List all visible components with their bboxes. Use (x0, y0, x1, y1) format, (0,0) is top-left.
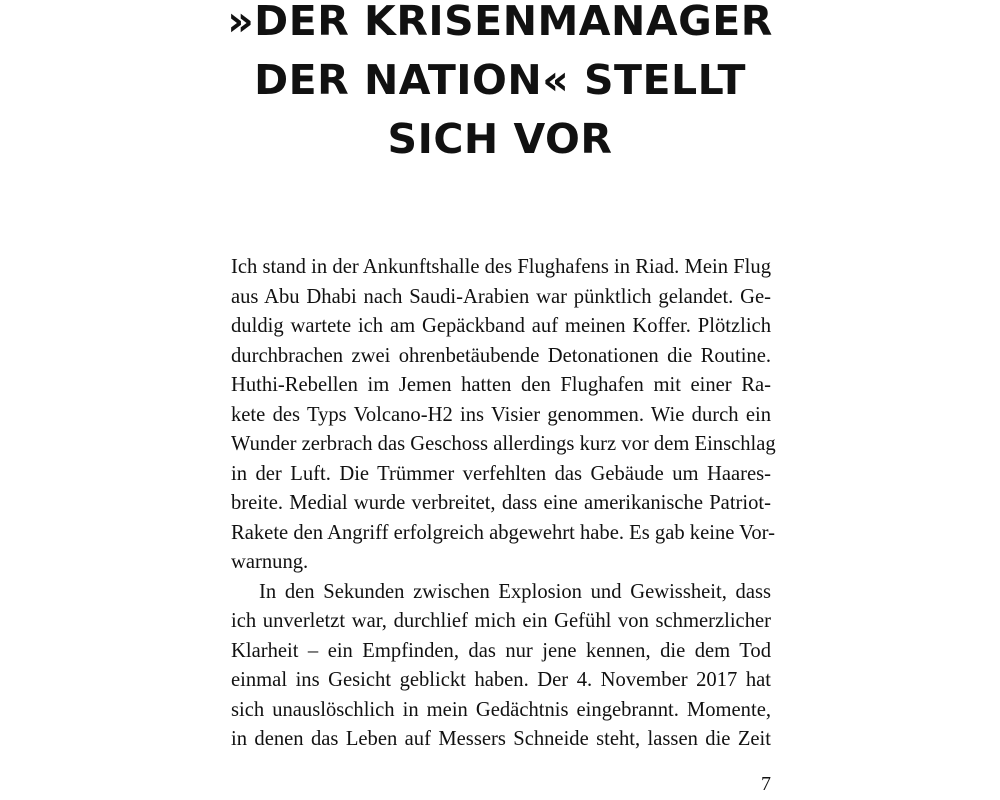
text-line: Rakete den Angriff erfolgreich abgewehrt habe. Es gab keine Vor- (231, 521, 775, 544)
text-line: kete des Typs Volcano-H2 ins Visier genommen. Wie durch ein (231, 403, 771, 426)
chapter-title-line: DER NATION« STELLT (254, 56, 746, 104)
text-line: breite. Medial wurde verbreitet, dass eine amerikanische Patriot- (231, 492, 771, 514)
text-line: in denen das Leben auf Messers Schneide steht, lassen die Zeit (231, 728, 771, 750)
text-line: sich unauslöschlich in mein Gedächtnis eingebrannt. Momente, (231, 698, 771, 721)
text-line: warnung. (231, 551, 309, 573)
text-line: In den Sekunden zwischen Explosion und Gewissheit, dass (259, 580, 771, 603)
chapter-title-line: »DER KRISENMANAGER (227, 0, 773, 45)
chapter-title-line: SICH VOR (387, 115, 613, 163)
text-line: aus Abu Dhabi nach Saudi-Arabien war pünktlich gelandet. Ge- (231, 285, 771, 308)
chapter-title (200, 0, 800, 169)
text-line: duldig wartete ich am Gepäckband auf meinen Koffer. Plötzlich (231, 315, 771, 337)
text-line: in der Luft. Die Trümmer verfehlten das Gebäude um Haares- (231, 462, 771, 485)
page-number: 7 (761, 773, 771, 795)
text-line: Wunder zerbrach das Geschoss allerdings kurz vor dem Einschlag (231, 433, 776, 455)
text-line: ich unverletzt war, durchlief mich ein Gefühl von schmerzlicher (231, 610, 771, 632)
text-line: Ich stand in der Ankunftshalle des Flughafens in Riad. Mein Flug (231, 256, 771, 278)
text-line: einmal ins Gesicht geblickt haben. Der 4. November 2017 hat (231, 669, 771, 691)
text-line: Klarheit – ein Empfinden, das nur jene kennen, die dem Tod (231, 639, 771, 662)
text-line: durchbrachen zwei ohrenbetäubende Detonationen die Routine. (231, 344, 771, 367)
body-text (231, 253, 776, 755)
text-line: Huthi-Rebellen im Jemen hatten den Flughafen mit einer Ra- (231, 374, 771, 396)
